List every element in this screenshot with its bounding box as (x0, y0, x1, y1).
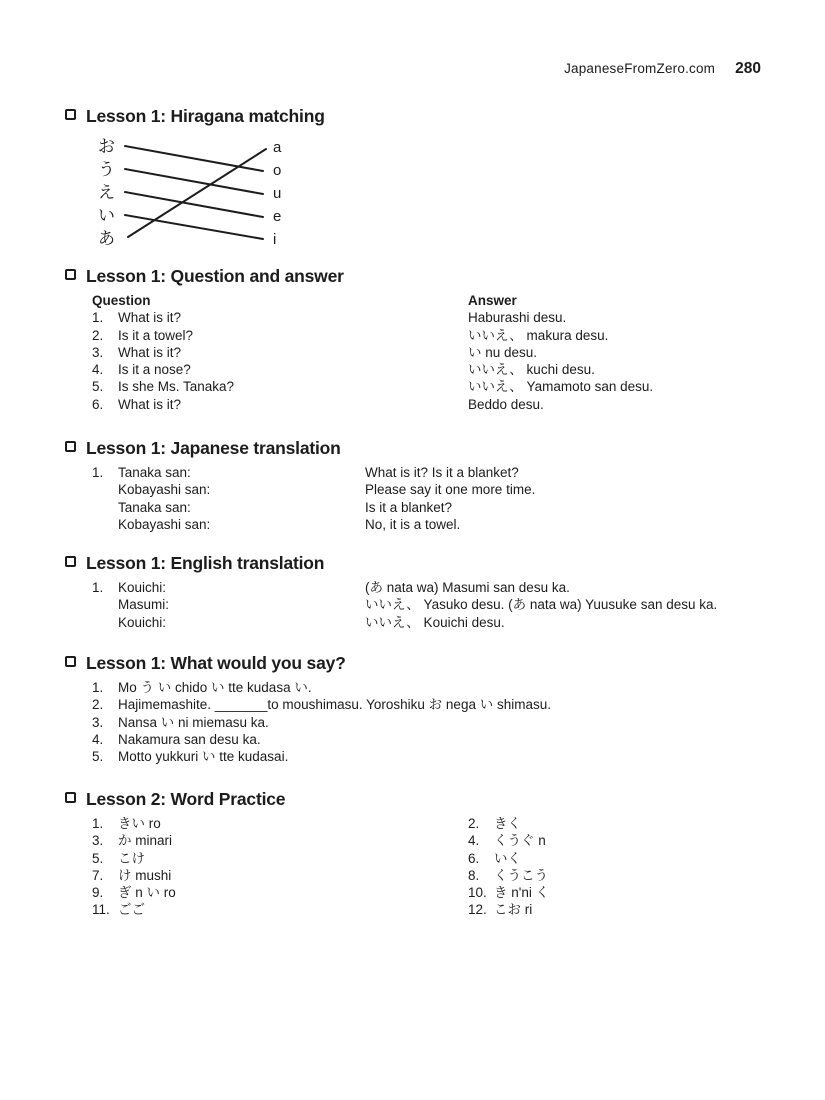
romaji-i-label: i (273, 231, 277, 248)
item-number: 3. (92, 714, 104, 730)
answer-text: いいえ、 Yamamoto san desu. (468, 379, 654, 395)
item-number: 7. (92, 867, 104, 883)
speaker-name: Tanaka san: (118, 465, 191, 480)
item-number: 2. (92, 327, 104, 343)
dialog-text: いいえ、 Kouichi desu. (365, 614, 505, 630)
section-heading (65, 266, 785, 286)
checkbox-icon (65, 656, 76, 667)
match-line-a (128, 149, 266, 237)
checkbox-icon (65, 792, 76, 803)
page-header (564, 60, 761, 78)
dialog-line (118, 464, 785, 481)
site-name: JapaneseFromZero.com (564, 61, 716, 76)
dialog-text: (あ nata wa) Masumi san desu ka. (365, 580, 570, 595)
speaker-name: Kobayashi san: (118, 482, 211, 498)
qa-row (92, 361, 785, 378)
item-number: 8. (468, 867, 480, 883)
item-text: Hajimemashite. _______to moushimasu. Yoroshiku お nega い shimasu. (118, 697, 551, 713)
romaji-a-label: a (273, 139, 282, 156)
speaker-name: Tanaka san: (118, 499, 191, 515)
dialog-text: What is it? Is it a blanket? (365, 465, 519, 480)
section-title: Lesson 1: What would you say? (86, 653, 346, 673)
romaji-u-label: u (273, 185, 282, 202)
item-number: 3. (92, 344, 104, 360)
dialog-line (118, 481, 785, 498)
word-text: け mushi (118, 867, 172, 883)
item-number: 1. (92, 310, 104, 326)
section-word-practice (65, 789, 785, 919)
word-text: きい ro (118, 816, 161, 831)
speaker-name: Masumi: (118, 597, 170, 613)
section-heading (65, 789, 785, 809)
question-text: Is it a nose? (118, 362, 191, 378)
romaji-e-label: e (273, 208, 282, 225)
dialog-text: いいえ、 Yasuko desu. (あ nata wa) Yuusuke san desu ka. (365, 597, 718, 613)
dialog-line (118, 516, 785, 533)
word-practice-right-column (468, 815, 785, 919)
item-text: Nansa い ni miemasu ka. (118, 714, 269, 730)
word-item (468, 867, 785, 884)
section-hiragana-matching (65, 106, 785, 252)
kana-e-label: え (98, 183, 115, 202)
match-line-i (125, 215, 263, 239)
list-item (92, 679, 785, 696)
word-practice-left-column (92, 815, 468, 919)
dialog-line (118, 579, 785, 596)
dialog-line (118, 596, 785, 613)
list-item (92, 731, 785, 748)
question-text: What is it? (118, 310, 182, 326)
item-number: 3. (92, 833, 104, 849)
word-item (92, 832, 468, 849)
word-text: いく (494, 850, 521, 866)
qa-row (92, 309, 785, 326)
word-item (92, 901, 468, 918)
item-number: 4. (92, 731, 104, 747)
section-japanese-translation (65, 438, 785, 533)
word-item (468, 901, 785, 918)
answer-text: い nu desu. (468, 344, 538, 360)
section-question-answer (65, 266, 785, 413)
word-text: か minari (118, 833, 173, 849)
item-number: 1. (92, 465, 104, 480)
item-number: 2. (92, 697, 104, 713)
answer-text: Haburashi desu. (468, 310, 567, 326)
section-heading (65, 106, 785, 126)
qa-column-headers (92, 292, 785, 309)
item-number: 2. (468, 816, 480, 831)
word-item (468, 850, 785, 867)
word-item (92, 850, 468, 867)
answer-column-header: Answer (468, 293, 517, 308)
qa-row (92, 327, 785, 344)
question-text: What is it? (118, 344, 182, 360)
word-item (92, 867, 468, 884)
item-number: 4. (92, 362, 104, 378)
word-text: くうぐ n (494, 833, 546, 849)
item-number: 9. (92, 885, 104, 901)
word-item (92, 815, 468, 832)
word-text: ぎ n い ro (118, 885, 176, 901)
item-number: 11. (92, 902, 110, 918)
item-number: 5. (92, 749, 104, 765)
item-text: Nakamura san desu ka. (118, 731, 261, 747)
word-text: くうこう (494, 867, 548, 883)
speaker-name: Kouichi: (118, 614, 167, 630)
question-text: Is it a towel? (118, 327, 194, 343)
hiragana-matching-diagram (88, 132, 313, 252)
question-text: Is she Ms. Tanaka? (118, 379, 235, 395)
section-what-would-you-say (65, 653, 785, 765)
checkbox-icon (65, 556, 76, 567)
checkbox-icon (65, 109, 76, 120)
item-number: 1. (92, 680, 104, 695)
dialog-block (92, 579, 785, 631)
section-heading (65, 553, 785, 573)
checkbox-icon (65, 441, 76, 452)
dialog-text: No, it is a towel. (365, 516, 461, 532)
answer-text: いいえ、 kuchi desu. (468, 362, 595, 378)
checkbox-icon (65, 269, 76, 280)
item-number: 6. (92, 396, 104, 412)
word-item (468, 815, 785, 832)
match-line-o (125, 146, 263, 171)
kana-u-label: う (98, 160, 115, 179)
section-title: Lesson 1: Japanese translation (86, 438, 341, 458)
speaker-name: Kouichi: (118, 580, 167, 595)
kana-o-label: お (98, 137, 115, 156)
dialog-line (118, 614, 785, 631)
page-number: 280 (735, 60, 761, 77)
section-title: Lesson 1: Question and answer (86, 266, 344, 286)
dialog-line (118, 499, 785, 516)
section-english-translation (65, 553, 785, 631)
romaji-o-label: o (273, 162, 282, 179)
answer-text: Beddo desu. (468, 396, 544, 412)
item-number: 5. (92, 850, 104, 866)
word-text: こお ri (494, 902, 533, 918)
section-heading (65, 653, 785, 673)
item-number: 1. (92, 816, 104, 831)
item-number: 10. (468, 885, 487, 901)
speaker-name: Kobayashi san: (118, 516, 211, 532)
question-column-header: Question (92, 293, 151, 308)
dialog-block (92, 464, 785, 533)
item-number: 5. (92, 379, 104, 395)
word-text: ごご (118, 902, 145, 918)
list-item (92, 696, 785, 713)
qa-row (92, 344, 785, 361)
qa-row (92, 396, 785, 413)
question-text: What is it? (118, 396, 182, 412)
word-text: きく (494, 816, 521, 831)
item-text: Mo う い chido い tte kudasa い. (118, 680, 312, 695)
word-text: こけ (118, 850, 145, 866)
kana-i-label: い (98, 206, 115, 225)
match-line-u (125, 169, 263, 194)
item-text: Motto yukkuri い tte kudasai. (118, 749, 289, 765)
kana-a-label: あ (98, 229, 115, 248)
item-number: 1. (92, 580, 104, 595)
word-item (468, 884, 785, 901)
list-item (92, 714, 785, 731)
list-item (92, 748, 785, 765)
word-item (92, 884, 468, 901)
answer-text: いいえ、 makura desu. (468, 327, 609, 343)
section-title: Lesson 1: English translation (86, 553, 325, 573)
section-heading (65, 438, 785, 458)
dialog-text: Is it a blanket? (365, 499, 453, 515)
word-item (468, 832, 785, 849)
item-number: 4. (468, 833, 480, 849)
item-number: 6. (468, 850, 480, 866)
section-title: Lesson 1: Hiragana matching (86, 106, 325, 126)
dialog-text: Please say it one more time. (365, 482, 536, 498)
section-title: Lesson 2: Word Practice (86, 789, 286, 809)
item-number: 12. (468, 902, 487, 918)
qa-row (92, 378, 785, 395)
word-text: き n'ni く (494, 885, 550, 901)
